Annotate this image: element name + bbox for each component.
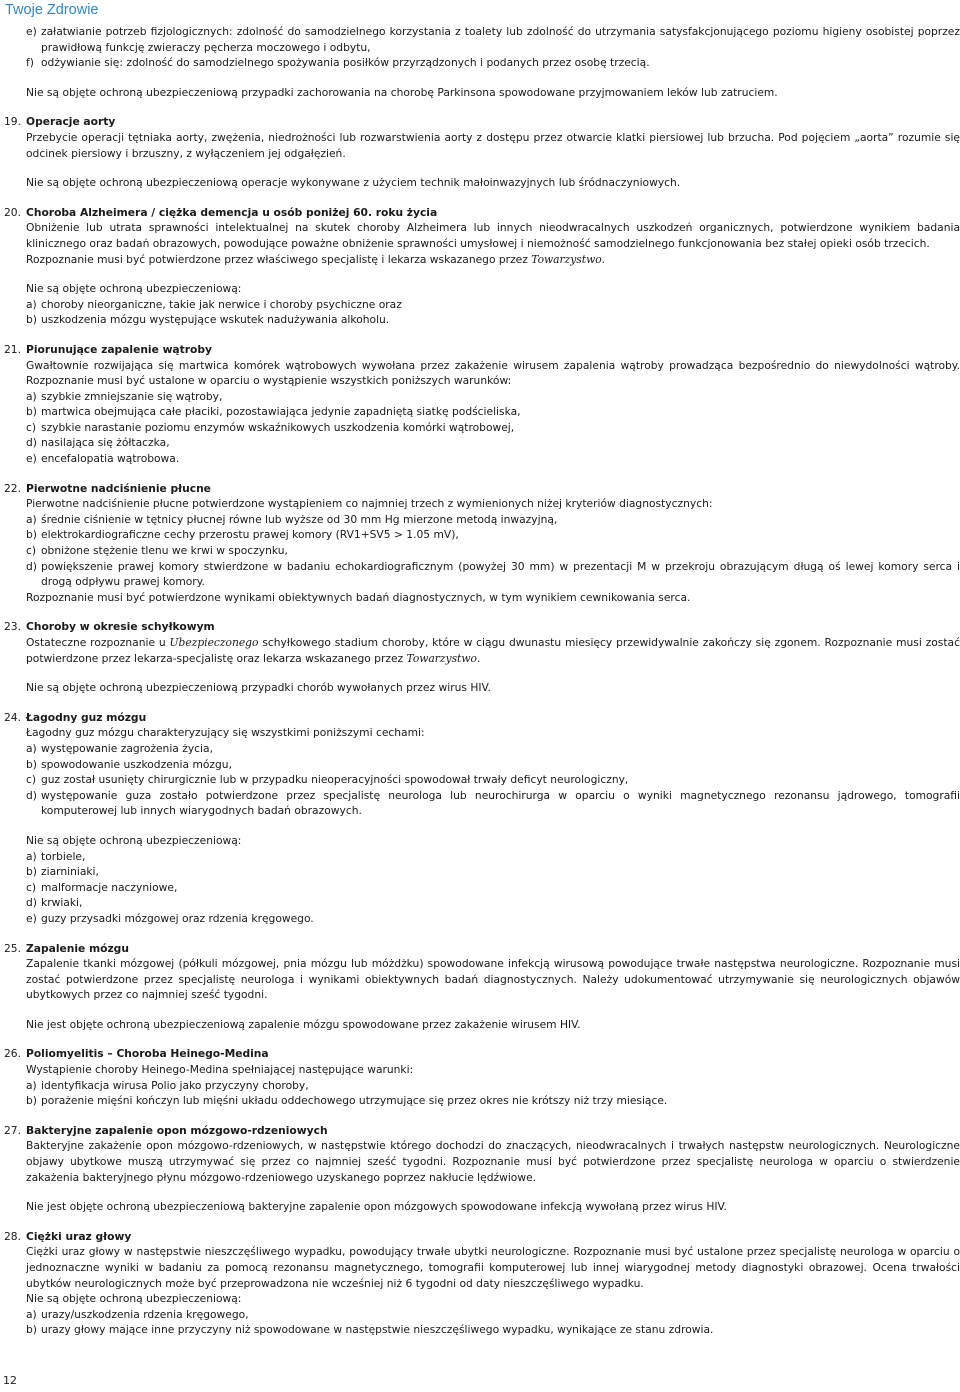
list-item: b) ziarniniaki, [26,865,99,879]
list-item: b) porażenie mięśni kończyn lub mięśni układu oddechowego utrzymujące się przez okres nie krótszy niż trzy miesiące. [26,1094,668,1108]
document-body [4,24,960,1338]
section-paragraph: Wystąpienie choroby Heinego-Medina spełniającej następujące warunki: [26,1063,414,1077]
exclusion-text: Nie jest objęte ochroną ubezpieczeniową bakteryjne zapalenie opon mózgowych spowodowane infekcją wywołaną przez wirus HIV. [26,1200,727,1214]
exclusion-text: Nie są objęte ochroną ubezpieczeniową przypadki zachorowania na chorobę Parkinsona spowodowane przyjmowaniem leków lub zatruciem. [26,85,778,99]
section-paragraph: Rozpoznanie musi być potwierdzone przez właściwego specjalistę i lekarza wskazanego przez Towarzystwo. [26,252,606,266]
list-item: a) szybkie zmniejszanie się wątroby, [26,389,223,403]
section-28 [4,1229,960,1338]
section-heading: 20. Choroba Alzheimera / ciężka demencja u osób poniżej 60. roku życia [4,205,438,219]
list-item: e) guzy przysadki mózgowej oraz rdzenia kręgowego. [26,911,314,925]
list-item: b) uszkodzenia mózgu występujące wskutek nadużywania alkoholu. [26,313,390,327]
section-paragraph: Pierwotne nadciśnienie płucne potwierdzone wystąpieniem co najmniej trzech z wymienionych niżej kryteriów diagnostycznych: [26,497,713,511]
section-heading: 19. Operacje aorty [4,115,116,129]
intro-list [26,24,960,71]
list-item: c) szybkie narastanie poziomu enzymów wskaźnikowych uszkodzenia komórki wątrobowej, [26,420,515,434]
section-paragraph: Obniżenie lub utrata sprawności intelektualnej na skutek choroby Alzheimera lub innych nieodwracalnych uszkodzeń organicznych, potwierdzone wynikiem badania klinicznego oraz badań obrazowych, powodujące poważne obniżenie sprawności umysłowej i niemożność samodzielnego funkcjonowania bez stałej opieki osób trzecich. [26,221,960,250]
section-23 [4,619,960,695]
list-item: b) urazy głowy mające inne przyczyny niż spowodowane w następstwie nieszczęśliwego wypadku, wynikające ze stanu zdrowia. [26,1323,714,1337]
section-paragraph: Ciężki uraz głowy w następstwie nieszczęśliwego wypadku, powodujący trwałe ubytki neurologiczne. Rozpoznanie musi być ustalone przez specjalistę neurologa w oparciu o jednoznaczne wyniki w badaniu za pomocą rezonansu magnetycznego, tomografii komputerowej lub innej wiarygodnej metody diagnostyki obrazowej. Ocena trwałości ubytków neurologicznych może być przeprowadzona nie wcześniej niż 6 tygodni od daty nieszczęśliwego wypadku. [26,1245,960,1290]
list-item: b) martwica obejmująca całe płaciki, pozostawiająca jedynie zapadniętą siatkę podścieliska, [26,405,521,419]
list-item: b) spowodowanie uszkodzenia mózgu, [26,757,232,771]
section-19 [4,114,960,190]
section-heading: 26. Poliomyelitis – Choroba Heinego-Medina [4,1047,269,1061]
section-24 [4,710,960,927]
list-item: d) występowanie guza zostało potwierdzone przez specjalistę neurologa lub neurochirurga w oparciu o wyniki magnetycznego rezonansu jądrowego, tomografii komputerowej lub innych wiarygodnych badań obrazowych. [26,788,960,818]
section-27 [4,1123,960,1215]
list-item: e) załatwianie potrzeb fizjologicznych: zdolność do samodzielnego korzystania z toalety lub zdolność do utrzymania satysfakcjonującego poziomu higieny osobistej poprzez prawidłową funkcję zwieraczy pęcherza moczowego i odbytu, [26,25,960,54]
exclusion-text: Nie jest objęte ochroną ubezpieczeniową zapalenie mózgu spowodowane przez zakażenie wirusem HIV. [26,1017,581,1031]
section-paragraph: Łagodny guz mózgu charakteryzujący się wszystkimi poniższymi cechami: [26,726,425,740]
section-heading: 23. Choroby w okresie schyłkowym [4,620,215,634]
list-item: a) identyfikacja wirusa Polio jako przyczyny choroby, [26,1078,309,1092]
page-number: 12 [3,1374,17,1387]
exclusion-intro: Nie są objęte ochroną ubezpieczeniową: [26,833,242,847]
section-25 [4,941,960,1033]
list-item: b) elektrokardiograficzne cechy przerostu prawej komory (RV1+SV5 > 1.05 mV), [26,528,459,542]
section-paragraph: Gwałtownie rozwijająca się martwica komórek wątrobowych wywołana przez zakażenie wirusem zapalenia wątroby prowadząca bezpośrednio do niewydolności wątroby. Rozpoznanie musi być ustalone w oparciu o wystąpienie wszystkich poniższych warunków: [26,358,960,388]
section-26 [4,1046,960,1108]
list-item: a) występowanie zagrożenia życia, [26,741,213,755]
section-heading: 25. Zapalenie mózgu [4,941,129,955]
list-item: c) guz został usunięty chirurgicznie lub w przypadku nieoperacyjności spowodował trwały deficyt neurologiczny, [26,773,629,787]
section-paragraph: Przebycie operacji tętniaka aorty, zwężenia, niedrożności lub rozwarstwienia aorty z dostępu przez otwarcie klatki piersiowej lub brzucha. Pod pojęciem „aorta” rozumie się odcinek piersiowy i brzuszny, z wyłączeniem jej odgałęzień. [26,130,960,160]
section-22 [4,481,960,606]
section-paragraph: Ostateczne rozpoznanie u Ubezpieczonego schyłkowego stadium choroby, które w ciągu dwunastu miesięcy przewidywalnie zakończy się zgonem. Rozpoznanie musi zostać potwierdzone przez lekarza-specjalistę oraz lekarza wskazanego przez Towarzystwo. [26,636,960,665]
section-paragraph: Rozpoznanie musi być potwierdzone wynikami obiektywnych badań diagnostycznych, w tym wynikiem cewnikowania serca. [26,590,691,604]
list-item: d) nasilająca się żółtaczka, [26,436,170,450]
list-item: d) powiększenie prawej komory stwierdzone w badaniu echokardiograficznym (powyżej 30 mm) w prezentacji M w przekroju obrazującym długą oś lewej komory serca i drogą odpływu prawej komory. [26,559,960,589]
section-21 [4,342,960,467]
section-heading: 27. Bakteryjne zapalenie opon mózgowo-rdzeniowych [4,1123,328,1137]
list-item: c) obniżone stężenie tlenu we krwi w spoczynku, [26,544,288,558]
exclusion-intro: Nie są objęte ochroną ubezpieczeniową: [26,282,242,296]
list-item: f) odżywianie się: zdolność do samodzielnego spożywania posiłków przyrządzonych i podanych przez osobę trzecią. [26,56,650,70]
list-item: c) malformacje naczyniowe, [26,880,178,894]
exclusion-intro: Nie są objęte ochroną ubezpieczeniową: [26,1292,242,1306]
section-paragraph: Bakteryjne zakażenie opon mózgowo-rdzeniowych, w następstwie którego dochodzi do znaczących, nieodwracalnych i trwałych następstw neurologicznych. Neurologiczne objawy ubytkowe muszą utrzymywać się przez co najmniej sześć tygodni. Rozpoznanie musi być potwierdzone przez specjalistę neurologa w oparciu o stwierdzenie zakażenia bakteryjnego płynu mózgowo-rdzeniowego uzyskanego poprzez nakłucie lędźwiowe. [26,1139,960,1184]
list-item: a) średnie ciśnienie w tętnicy płucnej równe lub wyższe od 30 mm Hg mierzone metodą inwazyjną, [26,512,558,526]
section-heading: 24. Łagodny guz mózgu [4,710,147,724]
section-heading: 28. Ciężki uraz głowy [4,1229,132,1243]
section-heading: 22. Pierwotne nadciśnienie płucne [4,481,211,495]
section-paragraph: Zapalenie tkanki mózgowej (półkuli mózgowej, pnia mózgu lub móżdżku) spowodowane infekcją wirusową powodujące trwałe następstwa neurologiczne. Rozpoznanie musi zostać potwierdzone przez specjalistę neurologa i wynikami obiektywnych badań diagnostycznych. Należy udokumentować utrzymywanie się neurologicznych objawów ubytkowych przez co najmniej sześć tygodni. [26,957,960,1002]
exclusion-text: Nie są objęte ochroną ubezpieczeniową operacje wykonywane z użyciem technik małoinwazyjnych lub śródnaczyniowych. [26,176,681,190]
list-item: d) krwiaki, [26,896,83,910]
list-item: a) urazy/uszkodzenia rdzenia kręgowego, [26,1307,249,1321]
section-heading: 21. Piorunujące zapalenie wątroby [4,342,212,356]
list-item: a) choroby nieorganiczne, takie jak nerwice i choroby psychiczne oraz [26,297,402,311]
exclusion-text: Nie są objęte ochroną ubezpieczeniową przypadki chorób wywołanych przez wirus HIV. [26,681,491,695]
brand-title: Twoje Zdrowie [5,2,99,18]
list-item: e) encefalopatia wątrobowa. [26,452,180,466]
section-20 [4,205,960,328]
list-item: a) torbiele, [26,849,86,863]
